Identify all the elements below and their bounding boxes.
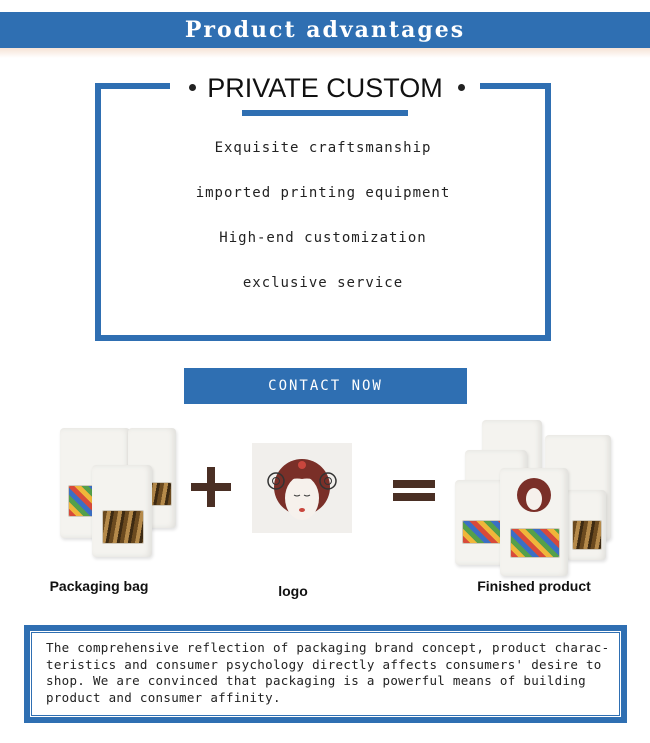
- page-title: Product advantages: [184, 17, 466, 43]
- title-underline: [242, 110, 408, 116]
- feature-item: imported printing equipment: [195, 185, 451, 201]
- packaging-bag-caption: Packaging bag: [49, 578, 149, 594]
- description-text: The comprehensive reflection of packaging brand concept, product charac- teristics and consumer psychology directly affects consumers' desire to shop. We are convinced that packaging is a powerful means of building product and consumer affinity.: [46, 640, 610, 705]
- banner-shadow: [0, 48, 650, 58]
- contact-now-button[interactable]: CONTACT NOW: [184, 368, 467, 404]
- feature-item: High-end customization: [219, 230, 427, 246]
- custom-frame: [95, 83, 551, 341]
- custom-title: PRIVATE CUSTOM: [207, 73, 443, 103]
- logo-caption: logo: [278, 583, 308, 599]
- logo-image: [252, 443, 352, 533]
- finished-product-caption: Finished product: [477, 578, 591, 594]
- feature-item: Exquisite craftsmanship: [214, 140, 432, 156]
- feature-item: exclusive service: [242, 275, 404, 291]
